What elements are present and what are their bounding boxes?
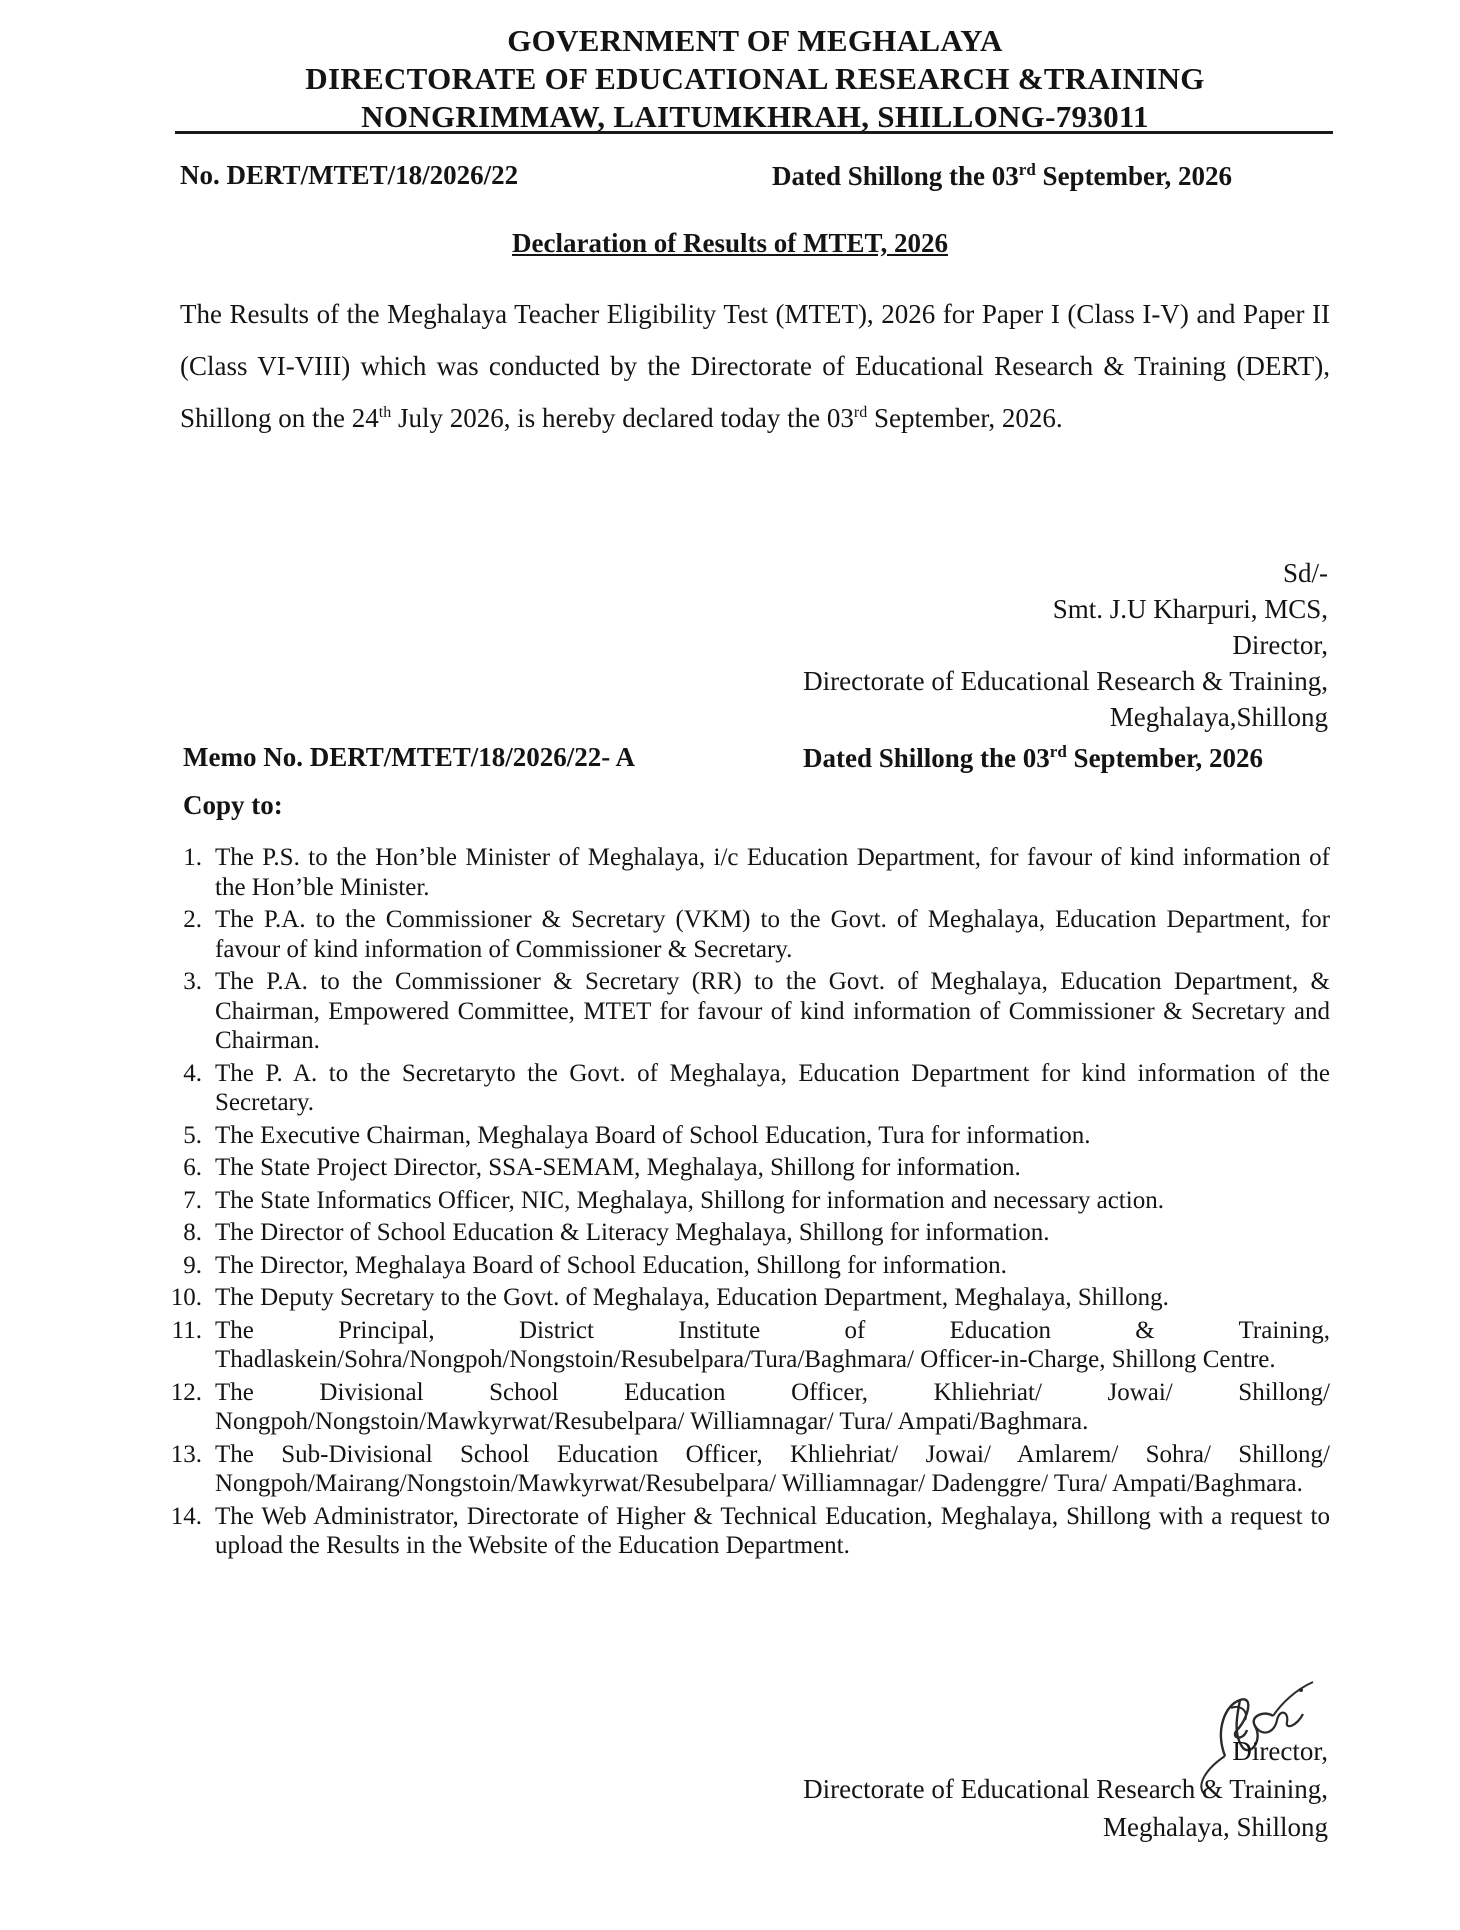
body-sup-1: th bbox=[378, 404, 392, 421]
list-item-text: The State Informatics Officer, NIC, Meghalaya, Shillong for information and necessary action. bbox=[215, 1186, 1164, 1214]
list-item-number: 13. bbox=[170, 1440, 202, 1468]
list-item-text: The Sub-Divisional School Education Officer, Khliehriat/ Jowai/ Amlarem/ Sohra/ Shillong/ Nongpoh/Mairang/Nongstoin/Mawkyrwat/Resubelpara/ Williamnagar/ Dadenggre/ Tura/ Ampati/Baghmara. bbox=[215, 1440, 1330, 1497]
reference-date bbox=[772, 160, 1232, 192]
list-item-text: The Deputy Secretary to the Govt. of Meghalaya, Education Department, Meghalaya, Shillong. bbox=[215, 1284, 1169, 1311]
list-item-number: 1. bbox=[183, 844, 202, 871]
list-item-text: The Executive Chairman, Meghalaya Board of School Education, Tura for information. bbox=[215, 1121, 1091, 1149]
list-item bbox=[160, 843, 1330, 902]
letterhead-divider bbox=[175, 131, 1333, 134]
closing-place: Meghalaya, Shillong bbox=[1103, 1812, 1328, 1842]
list-item bbox=[160, 1251, 1330, 1281]
reference-date-prefix: Dated Shillong the 03 bbox=[772, 161, 1019, 191]
reference-date-suffix: September, 2026 bbox=[1035, 161, 1233, 191]
closing-office: Directorate of Educational Research & Training, bbox=[803, 1774, 1328, 1804]
list-item bbox=[160, 1502, 1330, 1561]
body-sup-2: rd bbox=[853, 404, 868, 421]
list-item-text: The P. A. to the Secretaryto the Govt. of Meghalaya, Education Department for kind information of the Secretary. bbox=[215, 1059, 1330, 1116]
list-item bbox=[160, 1218, 1330, 1248]
list-item-text: The P.A. to the Commissioner & Secretary (VKM) to the Govt. of Meghalaya, Education Department, for favour of kind information of Commissioner & Secretary. bbox=[215, 906, 1330, 963]
reference-number: No. DERT/MTET/18/2026/22 bbox=[180, 160, 519, 190]
list-item bbox=[160, 1186, 1330, 1216]
closing-designation: Director, bbox=[1232, 1736, 1328, 1766]
list-item bbox=[160, 1283, 1330, 1313]
signatory-designation: Director, bbox=[1232, 630, 1328, 660]
signatory-sd: Sd/- bbox=[1282, 558, 1328, 588]
list-item bbox=[160, 967, 1330, 1056]
list-item bbox=[160, 905, 1330, 964]
list-item-number: 2. bbox=[183, 906, 202, 933]
list-item-text: The Director, Meghalaya Board of School Education, Shillong for information. bbox=[215, 1251, 1007, 1279]
list-item-number: 14. bbox=[170, 1502, 202, 1530]
list-item-text: The P.S. to the Hon’ble Minister of Meghalaya, i/c Education Department, for favour of kind information of the Hon’ble Minister. bbox=[215, 844, 1330, 901]
letterhead-government: GOVERNMENT OF MEGHALAYA bbox=[507, 23, 1003, 58]
memo-date-sup: rd bbox=[1049, 742, 1067, 761]
list-item bbox=[160, 1059, 1330, 1118]
list-item-text: The Divisional School Education Officer, Khliehriat/ Jowai/ Shillong/ Nongpoh/Nongstoin/Mawkyrwat/Resubelpara/ Williamnagar/ Tura/ Ampati/Baghmara. bbox=[215, 1378, 1330, 1435]
copy-to-label: Copy to: bbox=[183, 790, 283, 820]
list-item-text: The P.A. to the Commissioner & Secretary (RR) to the Govt. of Meghalaya, Education Department, & Chairman, Empowered Committee, MTET for favour of kind information of Commissioner & Secretary and Chairman. bbox=[215, 968, 1330, 1054]
closing-signatory-block bbox=[803, 1732, 1328, 1846]
list-item-number: 7. bbox=[183, 1186, 202, 1214]
list-item-number: 4. bbox=[183, 1059, 202, 1087]
list-item-number: 6. bbox=[183, 1154, 202, 1181]
letterhead-address: NONGRIMMAW, LAITUMKHRAH, SHILLONG-793011 bbox=[361, 99, 1149, 134]
list-item-number: 3. bbox=[183, 968, 202, 995]
letterhead-directorate: DIRECTORATE OF EDUCATIONAL RESEARCH &TRAINING bbox=[305, 61, 1205, 96]
list-item bbox=[160, 1440, 1330, 1499]
letterhead bbox=[175, 22, 1335, 136]
list-item-text: The Principal, District Institute of Education & Training, Thadlaskein/Sohra/Nongpoh/Nongstoin/Resubelpara/Tura/Baghmara/ Officer-in-Charge, Shillong Centre. bbox=[215, 1316, 1330, 1373]
memo-date bbox=[803, 742, 1263, 774]
body-text-1: The Results of the Meghalaya Teacher Eligibility Test (MTET), 2026 for Paper I (Class I-V) and Paper II (Class VI-VIII) which was conducted by the Directorate of Educational Research & Training (DERT), Shillong on the 24 bbox=[180, 299, 1330, 433]
memo-number: Memo No. DERT/MTET/18/2026/22- A bbox=[183, 742, 636, 772]
list-item bbox=[160, 1153, 1330, 1183]
subject-heading: Declaration of Results of MTET, 2026 bbox=[512, 228, 948, 258]
memo-date-suffix: September, 2026 bbox=[1066, 743, 1264, 773]
signatory-name: Smt. J.U Kharpuri, MCS, bbox=[1052, 594, 1328, 624]
signatory-place: Meghalaya,Shillong bbox=[1109, 702, 1328, 732]
signatory-block bbox=[803, 555, 1328, 735]
list-item-text: The Director of School Education & Literacy Meghalaya, Shillong for information. bbox=[215, 1219, 1050, 1246]
body-paragraph bbox=[180, 288, 1330, 444]
list-item-number: 9. bbox=[183, 1251, 202, 1279]
body-text-2: July 2026, is hereby declared today the 03 bbox=[391, 403, 854, 433]
list-item bbox=[160, 1121, 1330, 1151]
list-item-text: The State Project Director, SSA-SEMAM, Meghalaya, Shillong for information. bbox=[215, 1154, 1021, 1181]
list-item-number: 5. bbox=[183, 1121, 202, 1149]
list-item bbox=[160, 1378, 1330, 1437]
memo-date-prefix: Dated Shillong the 03 bbox=[803, 743, 1050, 773]
body-text-3: September, 2026. bbox=[867, 403, 1063, 433]
list-item-text: The Web Administrator, Directorate of Higher & Technical Education, Meghalaya, Shillong with a request to upload the Results in the Website of the Education Department. bbox=[215, 1502, 1330, 1559]
list-item-number: 12. bbox=[170, 1378, 202, 1406]
list-item-number: 11. bbox=[171, 1316, 202, 1344]
reference-date-sup: rd bbox=[1018, 160, 1036, 179]
list-item-number: 10. bbox=[170, 1284, 202, 1311]
list-item-number: 8. bbox=[183, 1219, 202, 1246]
copy-to-list bbox=[160, 843, 1330, 1564]
signatory-office: Directorate of Educational Research & Training, bbox=[803, 666, 1328, 696]
list-item bbox=[160, 1316, 1330, 1375]
